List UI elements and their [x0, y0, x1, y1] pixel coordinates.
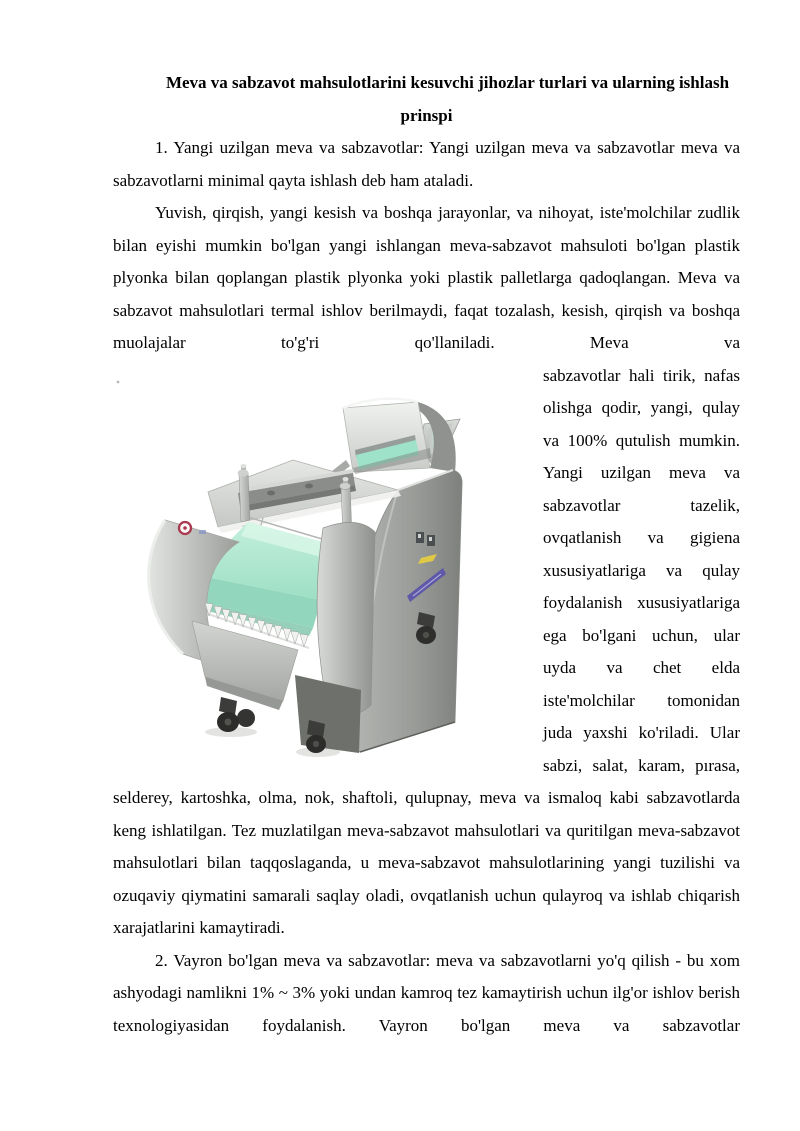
page-speck	[117, 380, 120, 383]
paragraph-1: 1. Yangi uzilgan meva va sabzavotlar: Yangi uzilgan meva va sabzavotlar meva va sabzavotlarni minimal qayta ishlash deb ham ataladi.	[113, 138, 740, 190]
machine-image	[113, 360, 543, 770]
document-title: Meva va sabzavot mahsulotlarini kesuvchi jihozlar turlari va ularning ishlash prinspi	[165, 73, 730, 125]
discharge-chute	[192, 621, 298, 710]
paragraph-2-continuation: sabzavotlar hali tirik, nafas olishga qodir, yangi, qulay va 100% qutulish mumkin. Yangi uzilgan meva va sabzavotlar tazelik, ovqatlanish va gigiena xususiyatlariga va qulay foydalanish xususiyatlariga ega bo'lgani uchun, ular uyda va chet elda iste'molchilar tomonidan juda yaxshi ko'riladi. Ular sabzi, salat, karam, pırasa, selderey, kartoshka, olma, nok, shaftoli, qulupnay, meva va ismaloq kabi sabzavotlarda keng ishlatilgan. Tez muzlatilgan meva-sabzavot mahsulotlari va quritilgan meva-sabzavot mahsulotlari bilan taqqoslaganda, u meva-sabzavot mahsulotlarining yangi tuzilishi va ozuqaviy qiymatini samarali saqlay oladi, ovqatlanish uchun qulayroq va ishlab chiqarish xarajatlarini kamaytiradi.	[113, 365, 740, 937]
paragraph-3: 2. Vayron bo'lgan meva va sabzavotlar: meva va sabzavotlarni yo'q qilish - bu xom ashyodagi namlikni 1% ~ 3% yoki undan kamroq tez kamaytirish uchun ilg'or ishlov berish texnologiyasidan foydalanish. Vayron bo'lgan meva va sabzavotlar	[113, 950, 740, 1035]
paragraph-2-lead: Yuvish, qirqish, yangi kesish va boshqa jarayonlar, va nihoyat, iste'molchilar zudlik bilan eyishi mumkin bo'lgan yangi ishlangan meva-sabzavot mahsuloti bo'lgan plastik plyonka bilan qoplangan plastik plyonka yoki plastik palletlarga qadoqlangan. Meva va sabzavot mahsulotlari termal ishlov berilmaydi, faqat tozalash, kesish, qirqish va boshqa muolajalar to'g'ri qo'llaniladi. Meva va	[113, 203, 740, 352]
hopper-arch-cover	[343, 398, 456, 473]
paragraph-2-wrap	[113, 360, 740, 945]
